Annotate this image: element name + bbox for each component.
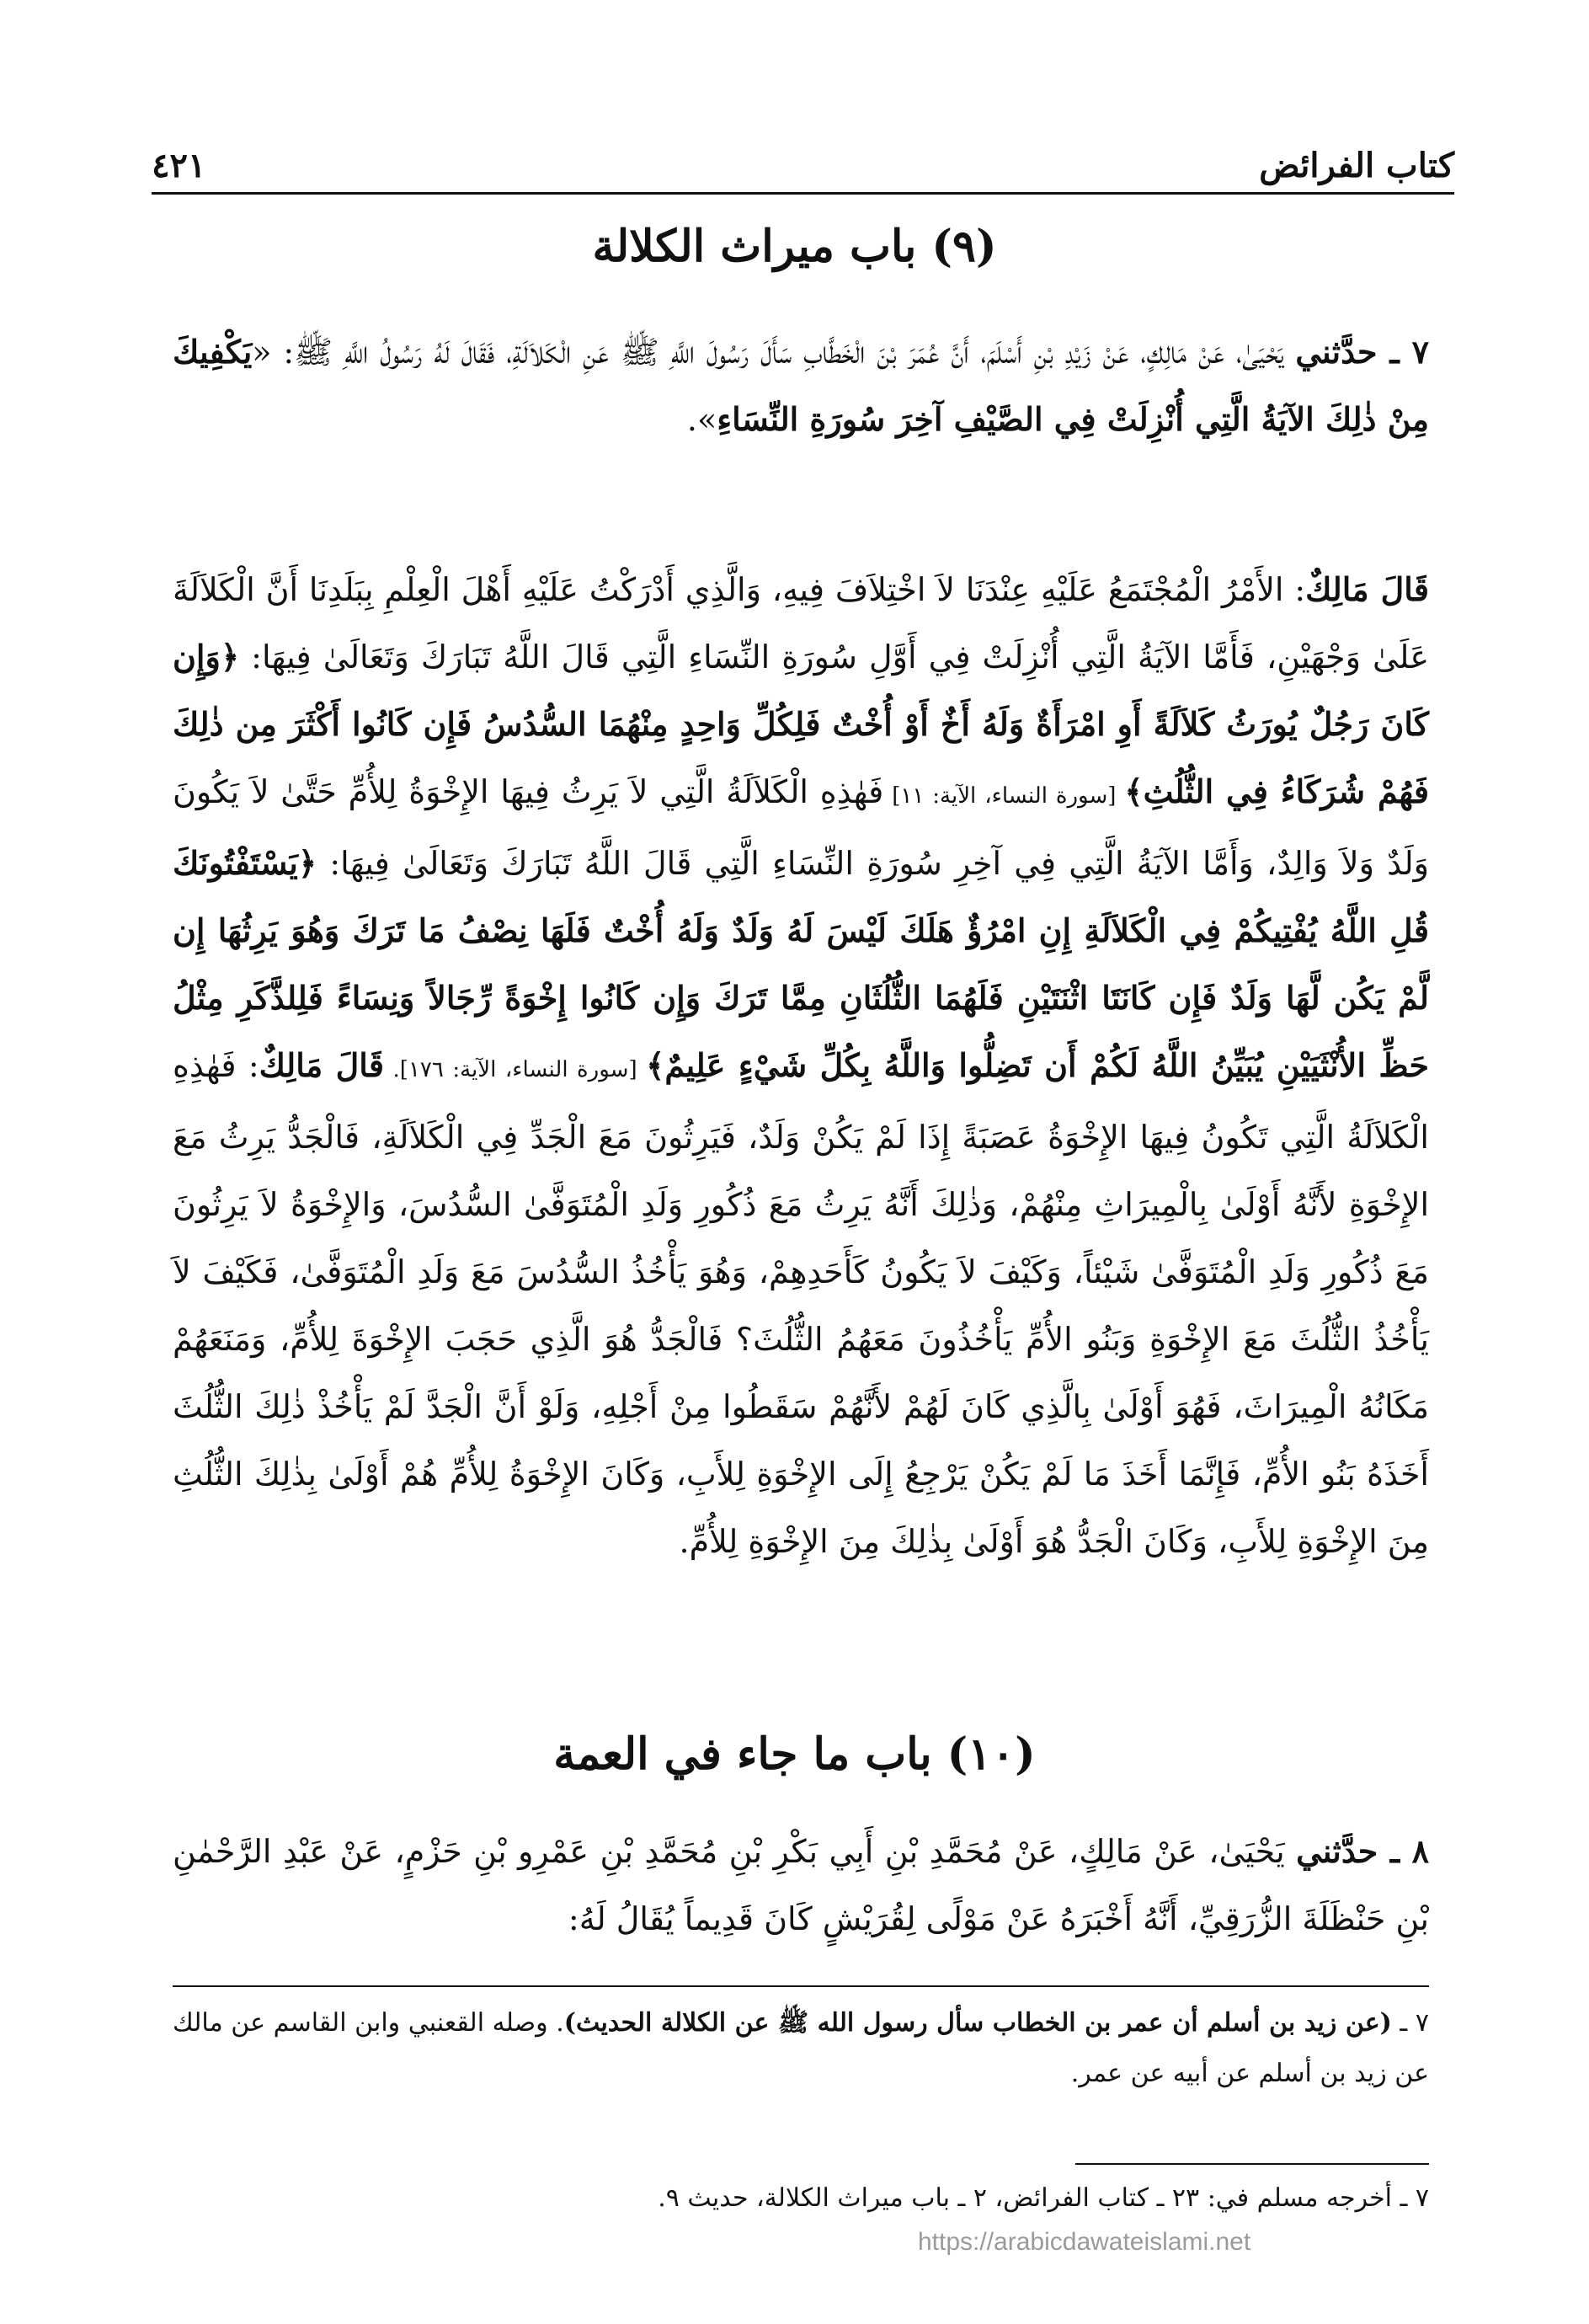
hadith-7-text-b: ». bbox=[686, 401, 717, 438]
running-header bbox=[152, 126, 1454, 195]
hadith-7-label: ٧ ـ حدَّثني bbox=[1295, 333, 1429, 371]
hadith-7-bold: يَكْفِيكَ مِنْ ذٰلِكَ الآيَةُ الَّتِي أُنْزِلَتْ فِي الصَّيْفِ آخِرَ سُورَةِ النِّسَاءِ bbox=[173, 333, 1429, 438]
malik-label: قَالَ مَالِكٌ bbox=[1305, 570, 1429, 608]
hadith-7-text-a: يَحْيَىٰ، عَنْ مَالِكٍ، عَنْ زَيْدِ بْنِ أَسْلَمَ، أَنَّ عُمَرَ بْنَ الْخَطَّابِ سَأَلَ رَسُولَ اللَّهِ ﷺ عَنِ الْكَلاَلَةِ، فَقَالَ لَهُ رَسُولُ اللَّهِ ﷺ: « bbox=[252, 334, 1296, 371]
hadith-7 bbox=[173, 318, 1429, 453]
footnote-1-text: . وصله القعنبي وابن القاسم عن مالك عن زيد بن أسلم عن أبيه عن عمر. bbox=[173, 2008, 1429, 2088]
malik-commentary bbox=[173, 556, 1429, 1575]
quran-verse-176: ﴿يَسْتَفْتُونَكَ قُلِ اللَّهُ يُفْتِيكُمْ فِي الْكَلاَلَةِ إِنِ امْرُؤٌ هَلَكَ لَيْسَ لَهُ وَلَدٌ وَلَهُ أُخْتٌ فَلَهَا نِصْفُ مَا تَرَكَ وَهُوَ يَرِثُهَا إِن لَّمْ يَكُن لَّهَا وَلَدٌ فَإِن كَانَتَا اثْنَتَيْنِ فَلَهُمَا الثُّلُثَانِ مِمَّا تَرَكَ وَإِن كَانُوا إِخْوَةً رِّجَالاً وَنِسَاءً فَلِلذَّكَرِ مِثْلُ حَظِّ الأُنْثَيَيْنِ يُبَيِّنُ اللَّهُ لَكُمْ أَن تَضِلُّوا وَاللَّهُ بِكُلِّ شَيْءٍ عَلِيمٌ﴾ bbox=[173, 844, 1430, 1084]
malik-text-1: : الأَمْرُ الْمُجْتَمَعُ عَلَيْهِ عِنْدَنَا لاَ اخْتِلاَفَ فِيهِ، وَالَّذِي أَدْرَكْتُ عَلَيْهِ أَهْلَ الْعِلْمِ بِبَلَدِنَا أَنَّ الْكَلاَلَةَ عَلَىٰ وَجْهَيْنِ، فَأَمَّا الآيَةُ الَّتِي أُنْزِلَتْ فِي أَوَّلِ سُورَةِ النِّسَاءِ الَّتِي قَالَ اللَّهُ تَبَارَكَ وَتَعَالَىٰ فِيهَا: bbox=[173, 571, 1429, 676]
chapter-9-title: (٩) باب ميراث الكلالة bbox=[592, 221, 997, 272]
malik-label-2: قَالَ مَالِكٌ bbox=[259, 1046, 385, 1084]
book-title: كتاب الفرائض bbox=[1259, 146, 1454, 185]
watermark: https://arabicdawateislami.net bbox=[918, 2228, 1251, 2256]
footnote-divider bbox=[173, 1985, 1429, 1987]
hadith-8 bbox=[173, 1818, 1429, 1953]
source-divider bbox=[1075, 2163, 1429, 2165]
malik-text-3: : فَهٰذِهِ الْكَلاَلَةُ الَّتِي تَكُونُ فِيهَا الإِخْوَةُ عَصَبَةً إِذَا لَمْ يَكُنْ وَلَدٌ، فَيَرِثُونَ مَعَ الْجَدِّ فِي الْكَلاَلَةِ، فَالْجَدُّ يَرِثُ مَعَ الإِخْوَةِ لأَنَّهُ أَوْلَىٰ بِالْمِيرَاثِ مِنْهُمْ، وَذٰلِكَ أَنَّهُ يَرِثُ مَعَ ذُكُورِ وَلَدِ الْمُتَوَفَّىٰ السُّدُسَ، وَالإِخْوَةُ لاَ يَرِثُونَ مَعَ ذُكُورِ وَلَدِ الْمُتَوَفَّىٰ شَيْئاً، وَكَيْفَ لاَ يَكُونُ كَأَحَدِهِمْ، وَهُوَ يَأْخُذُ السُّدُسَ مَعَ وَلَدِ الْمُتَوَفَّىٰ، فَكَيْفَ لاَ يَأْخُذُ الثُّلُثَ مَعَ الإِخْوَةِ وَبَنُو الأُمِّ يَأْخُذُونَ مَعَهُمُ الثُّلُثَ؟ فَالْجَدُّ هُوَ الَّذِي حَجَبَ الإِخْوَةَ لِلأُمِّ، وَمَنَعَهُمْ مَكَانُهُ الْمِيرَاثَ، فَهُوَ أَوْلَىٰ بِالَّذِي كَانَ لَهُمْ لأَنَّهُمْ سَقَطُوا مِنْ أَجْلِهِ، وَلَوْ أَنَّ الْجَدَّ لَمْ يَأْخُذْ ذٰلِكَ الثُّلُثَ أَخَذَهُ بَنُو الأُمِّ، فَإِنَّمَا أَخَذَ مَا لَمْ يَكُنْ يَرْجِعُ إِلَى الإِخْوَةِ لِلأَبِ، وَكَانَ الإِخْوَةُ لِلأُمِّ هُمْ أَوْلَىٰ بِذٰلِكَ الثُّلُثِ مِنَ الإِخْوَةِ لِلأَبِ، وَكَانَ الْجَدُّ هُوَ أَوْلَىٰ بِذٰلِكَ مِنَ الإِخْوَةِ لِلأُمِّ. bbox=[173, 1047, 1429, 1560]
chapter-10-title: (١٠) باب ما جاء في العمة bbox=[553, 1728, 1036, 1780]
footnote-1 bbox=[173, 1998, 1429, 2099]
verse-11-reference: [سورة النساء، الآية: ١١] bbox=[883, 783, 1125, 809]
hadith-8-text: يَحْيَىٰ، عَنْ مَالِكٍ، عَنْ مُحَمَّدِ بْنِ أَبِي بَكْرِ بْنِ مُحَمَّدِ بْنِ عَمْرِو بْنِ حَزْمٍ، عَنْ عَبْدِ الرَّحْمٰنِ بْنِ حَنْظَلَةَ الزُّرَقِيِّ، أَنَّهُ أَخْبَرَهُ عَنْ مَوْلًى لِقُرَيْشٍ كَانَ قَدِيماً يُقَالُ لَهُ: bbox=[173, 1833, 1429, 1937]
malik-text-2: فَهٰذِهِ الْكَلاَلَةُ الَّتِي لاَ يَرِثُ فِيهَا الإِخْوَةُ لِلأُمِّ حَتَّىٰ لاَ يَكُونَ وَلَدٌ وَلاَ وَالِدٌ، وَأَمَّا الآيَةُ الَّتِي فِي آخِرِ سُورَةِ النِّسَاءِ الَّتِي قَالَ اللَّهُ تَبَارَكَ وَتَعَالَىٰ فِيهَا: bbox=[173, 773, 1429, 882]
quran-verse-11: ﴿وَإِن كَانَ رَجُلٌ يُورَثُ كَلاَلَةً أَوِ امْرَأَةٌ وَلَهُ أَخٌ أَوْ أُخْتٌ فَلِكُلِّ وَاحِدٍ مِنْهُمَا السُّدُسُ فَإِن كَانُوا أَكْثَرَ مِن ذٰلِكَ فَهُمْ شُرَكَاءُ فِي الثُّلُثِ﴾ bbox=[173, 638, 1429, 810]
verse-176-reference: [سورة النساء، الآية: ١٧٦]. bbox=[384, 1057, 647, 1082]
footnote-1-lead: ٧ ـ bbox=[1391, 2008, 1429, 2038]
footnote-1-bold: (عن زيد بن أسلم أن عمر بن الخطاب سأل رسول الله ﷺ عن الكلالة الحديث) bbox=[563, 2008, 1392, 2038]
hadith-8-label: ٨ ـ حدَّثني bbox=[1296, 1832, 1430, 1870]
page-number: ٤٢١ bbox=[152, 146, 206, 185]
footnote-2: ٧ ـ أخرجه مسلم في: ٢٣ ـ كتاب الفرائض، ٢ ـ باب ميراث الكلالة، حديث ٩. bbox=[658, 2183, 1429, 2213]
